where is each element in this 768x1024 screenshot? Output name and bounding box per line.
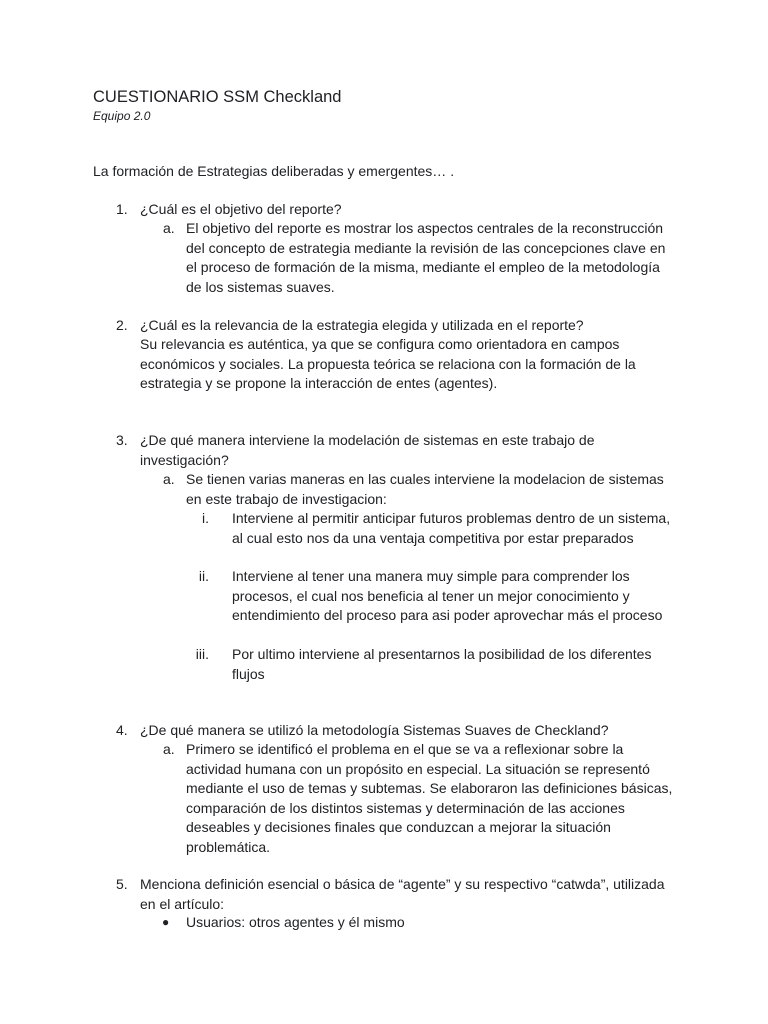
q3-number: 3. [116,432,128,448]
q4-a-marker: a. [163,741,175,757]
q5-number: 5. [116,876,128,892]
q5-bullet-marker: ● [162,915,170,929]
q5-question: Menciona definición esencial o básica de “agente” y su respectivo “catwda”, utilizada en el artículo: [140,876,665,912]
q3-ii-text: Interviene al tener una manera muy simple para comprender los procesos, el cual nos beneficia al tener un mejor conocimiento y entendimiento del proceso para asi poder aprovechar más el proceso [232,568,663,623]
q4-question: ¿De qué manera se utilizó la metodología Sistemas Suaves de Checkland? [140,722,609,738]
q3-iii-text: Por ultimo interviene al presentarnos la posibilidad de los diferentes flujos [232,646,652,682]
q3-ii-marker: ii. [198,568,209,584]
q2-answer: Su relevancia es auténtica, ya que se configura como orientadora en campos económicos y sociales. La propuesta teórica se relaciona con la formación de la estrategia y se propone la interacción de entes (agentes). [140,336,636,391]
document-title: CUESTIONARIO SSM Checkland [93,88,342,106]
q4-a-text: Primero se identificó el problema en el que se va a reflexionar sobre la actividad humana con un propósito en especial. La situación se representó mediante el uso de temas y subtemas. Se elaboraron las definiciones básicas, comparación de los distintos sistemas y determinación de las acciones deseables y decisiones finales que conduzcan a mejorar la situación problemática. [186,741,673,855]
q1-a-text: El objetivo del reporte es mostrar los aspectos centrales de la reconstrucción del concepto de estrategia mediante la revisión de las concepciones clave en el proceso de formación de la misma, mediante el empleo de la metodología de los sistemas suaves. [186,220,666,295]
q2-number: 2. [116,317,128,333]
intro-paragraph: La formación de Estrategias deliberadas y emergentes… . [93,163,455,179]
q4-number: 4. [116,722,128,738]
q3-i-marker: i. [202,510,209,526]
q1-a-marker: a. [163,220,175,236]
q3-iii-marker: iii. [195,646,209,662]
q3-a-text: Se tienen varias maneras en las cuales interviene la modelacion de sistemas en este trabajo de investigacion: [186,471,664,507]
q3-question: ¿De qué manera interviene la modelación de sistemas en este trabajo de investigación? [140,432,595,468]
document-subtitle: Equipo 2.0 [93,109,151,123]
q2-question: ¿Cuál es la relevancia de la estrategia elegida y utilizada en el reporte? [140,317,584,333]
q5-bullet-text: Usuarios: otros agentes y él mismo [186,914,405,930]
q1-number: 1. [116,201,128,217]
q1-question: ¿Cuál es el objetivo del reporte? [140,201,342,217]
q3-i-text: Interviene al permitir anticipar futuros problemas dentro de un sistema, al cual esto nos da una ventaja competitiva por estar preparados [232,510,671,546]
q3-a-marker: a. [163,471,175,487]
